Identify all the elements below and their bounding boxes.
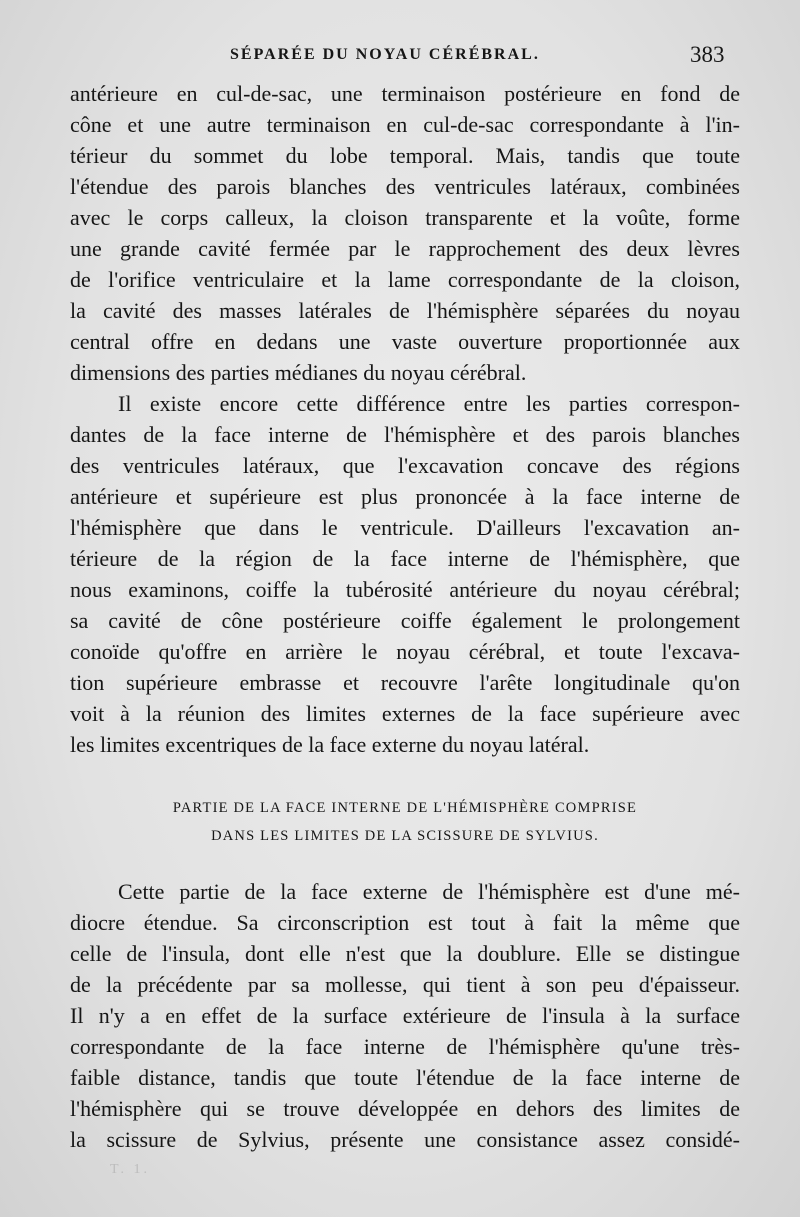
text-line: l'hémisphère que dans le ventricule. D'ailleurs l'excavation an- xyxy=(70,515,740,540)
text-line: une grande cavité fermée par le rapprochement des deux lèvres xyxy=(70,236,740,261)
text-line: antérieure en cul-de-sac, une terminaison postérieure en fond de xyxy=(70,81,740,106)
text-line: avec le corps calleux, la cloison transparente et la voûte, forme xyxy=(70,205,740,230)
text-line: dimensions des parties médianes du noyau cérébral. xyxy=(70,360,527,385)
text-line: central offre en dedans une vaste ouverture proportionnée aux xyxy=(70,329,740,354)
text-line: les limites excentriques de la face externe du noyau latéral. xyxy=(70,732,590,757)
text-line: sa cavité de cône postérieure coiffe également le prolongement xyxy=(70,608,740,633)
text-line: térieure de la région de la face interne de l'hémisphère, que xyxy=(70,546,740,571)
text-line: tion supérieure embrasse et recouvre l'arête longitudinale qu'on xyxy=(70,670,740,695)
signature-mark: T. 1. xyxy=(110,1162,151,1177)
text-line: la scissure de Sylvius, présente une consistance assez considé- xyxy=(70,1127,740,1152)
text-line: des ventricules latéraux, que l'excavation concave des régions xyxy=(70,453,740,478)
text-line: nous examinons, coiffe la tubérosité antérieure du noyau cérébral; xyxy=(70,577,740,602)
text-line: Il n'y a en effet de la surface extérieure de l'insula à la surface xyxy=(70,1003,740,1028)
text-line: de l'orifice ventriculaire et la lame correspondante de la cloison, xyxy=(70,267,740,292)
page-number: 383 xyxy=(690,42,725,67)
text-line: l'étendue des parois blanches des ventricules latéraux, combinées xyxy=(70,174,740,199)
text-line: Cette partie de la face externe de l'hémisphère est d'une mé- xyxy=(118,879,740,904)
section-heading xyxy=(70,794,740,850)
text-line: faible distance, tandis que toute l'étendue de la face interne de xyxy=(70,1065,740,1090)
text-line: de la précédente par sa mollesse, qui tient à son peu d'épaisseur. xyxy=(70,972,740,997)
text-line: la cavité des masses latérales de l'hémisphère séparées du noyau xyxy=(70,298,740,323)
section-heading-line-1: PARTIE DE LA FACE INTERNE DE L'HÉMISPHÈRE COMPRISE xyxy=(172,800,638,816)
section-heading-line-2: DANS LES LIMITES DE LA SCISSURE DE SYLVIUS. xyxy=(211,828,599,844)
text-line: térieur du sommet du lobe temporal. Mais, tandis que toute xyxy=(70,143,740,168)
paragraph-1 xyxy=(70,78,740,388)
text-line: celle de l'insula, dont elle n'est que la doublure. Elle se distingue xyxy=(70,941,740,966)
text-line: conoïde qu'offre en arrière le noyau cérébral, et toute l'excava- xyxy=(70,639,740,664)
text-line: l'hémisphère qui se trouve développée en dehors des limites de xyxy=(70,1096,740,1121)
text-line: cône et une autre terminaison en cul-de-sac correspondante à l'in- xyxy=(70,112,740,137)
text-line: voit à la réunion des limites externes de la face supérieure avec xyxy=(70,701,740,726)
paragraph-3 xyxy=(70,876,740,1155)
text-line: correspondante de la face interne de l'hémisphère qu'une très- xyxy=(70,1034,740,1059)
text-line: diocre étendue. Sa circonscription est tout à fait la même que xyxy=(70,910,740,935)
text-line: dantes de la face interne de l'hémisphère et des parois blanches xyxy=(70,422,740,447)
paragraph-2 xyxy=(70,388,740,760)
text-line: antérieure et supérieure est plus prononcée à la face interne de xyxy=(70,484,740,509)
running-title: SÉPARÉE DU NOYAU CÉRÉBRAL. xyxy=(230,46,540,63)
running-head xyxy=(0,40,800,72)
text-line: Il existe encore cette différence entre les parties correspon- xyxy=(118,391,740,416)
